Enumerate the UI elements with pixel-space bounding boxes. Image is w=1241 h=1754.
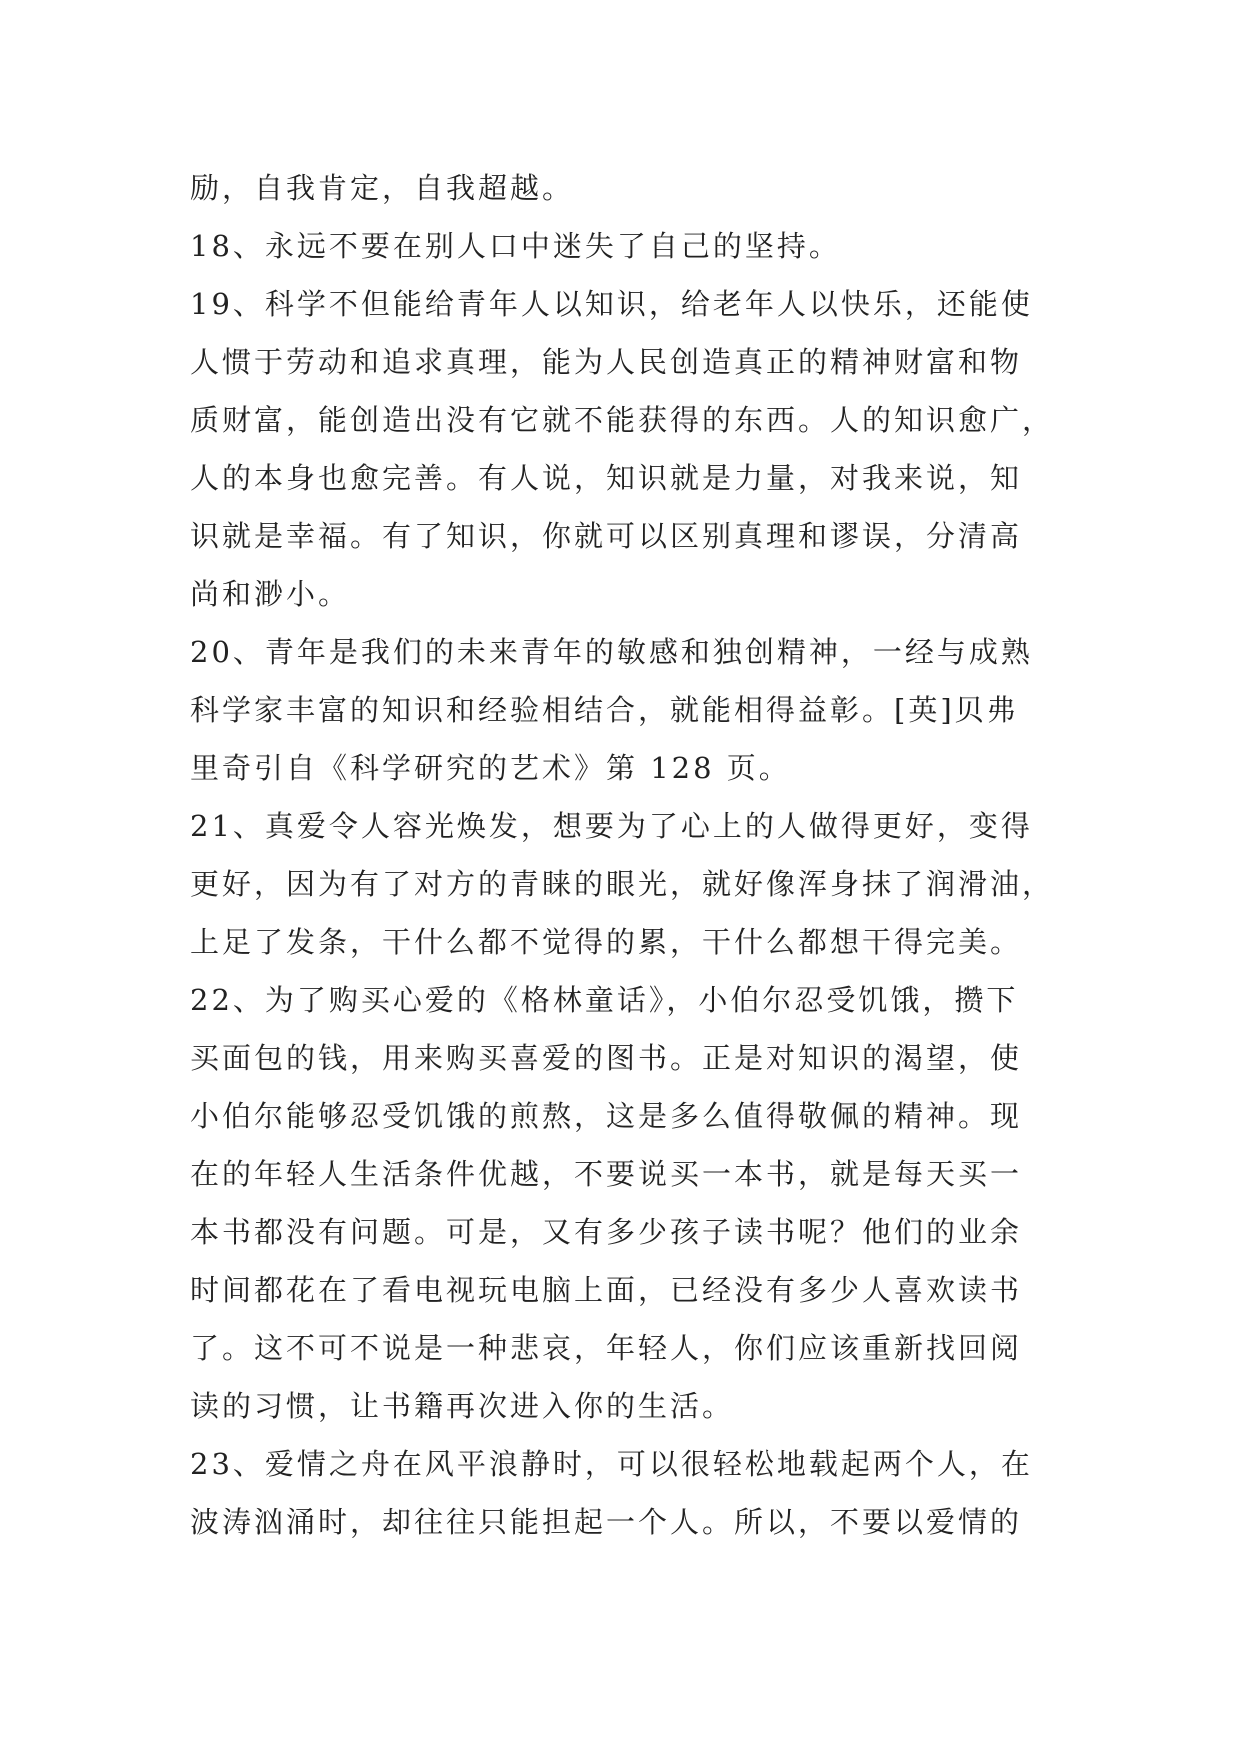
paragraph-18 [190,217,1070,275]
text-line: 23、爱情之舟在风平浪静时，可以很轻松地载起两个人，在 [190,1447,1033,1481]
text-line: 励，自我肯定，自我超越。 [190,171,575,205]
text-line: 18、永远不要在别人口中迷失了自己的坚持。 [190,229,841,263]
text-line: 尚和渺小。 [190,577,351,611]
text-line: 人惯于劳动和追求真理，能为人民创造真正的精神财富和物 [190,345,1023,379]
document-body [190,159,1070,1551]
text-line: 本书都没有问题。可是，又有多少孩子读书呢？他们的业余 [190,1215,1023,1249]
text-line: 科学家丰富的知识和经验相结合，就能相得益彰。[英]贝弗 [190,693,1019,727]
text-line: 22、为了购买心爱的《格林童话》，小伯尔忍受饥饿，攒下 [190,983,1019,1017]
text-line: 20、青年是我们的未来青年的敏感和独创精神，一经与成熟 [190,635,1033,669]
text-line: 买面包的钱，用来购买喜爱的图书。正是对知识的渴望，使 [190,1041,1023,1075]
text-line: 质财富，能创造出没有它就不能获得的东西。人的知识愈广， [190,403,1055,437]
text-line: 识就是幸福。有了知识，你就可以区别真理和谬误，分清高 [190,519,1023,553]
text-line: 在的年轻人生活条件优越，不要说买一本书，就是每天买一 [190,1157,1023,1191]
text-line: 波涛汹涌时，却往往只能担起一个人。所以，不要以爱情的 [190,1505,1023,1539]
paragraph-21 [190,797,1070,971]
text-line: 19、科学不但能给青年人以知识，给老年人以快乐，还能使 [190,287,1033,321]
text-line: 更好，因为有了对方的青睐的眼光，就好像浑身抹了润滑油， [190,867,1055,901]
text-line: 上足了发条，干什么都不觉得的累，干什么都想干得完美。 [190,925,1023,959]
text-line: 21、真爱令人容光焕发，想要为了心上的人做得更好，变得 [190,809,1033,843]
paragraph-23 [190,1435,1070,1551]
paragraph-19 [190,275,1070,623]
text-line: 时间都花在了看电视玩电脑上面，已经没有多少人喜欢读书 [190,1273,1023,1307]
text-line: 人的本身也愈完善。有人说，知识就是力量，对我来说，知 [190,461,1023,495]
text-line: 了。这不可不说是一种悲哀，年轻人，你们应该重新找回阅 [190,1331,1023,1365]
text-line: 读的习惯，让书籍再次进入你的生活。 [190,1389,735,1423]
text-line: 小伯尔能够忍受饥饿的煎熬，这是多么值得敬佩的精神。现 [190,1099,1023,1133]
paragraph-20 [190,623,1070,797]
paragraph-continuation [190,159,1070,217]
paragraph-22 [190,971,1070,1435]
text-line: 里奇引自《科学研究的艺术》第 128 页。 [190,751,791,785]
